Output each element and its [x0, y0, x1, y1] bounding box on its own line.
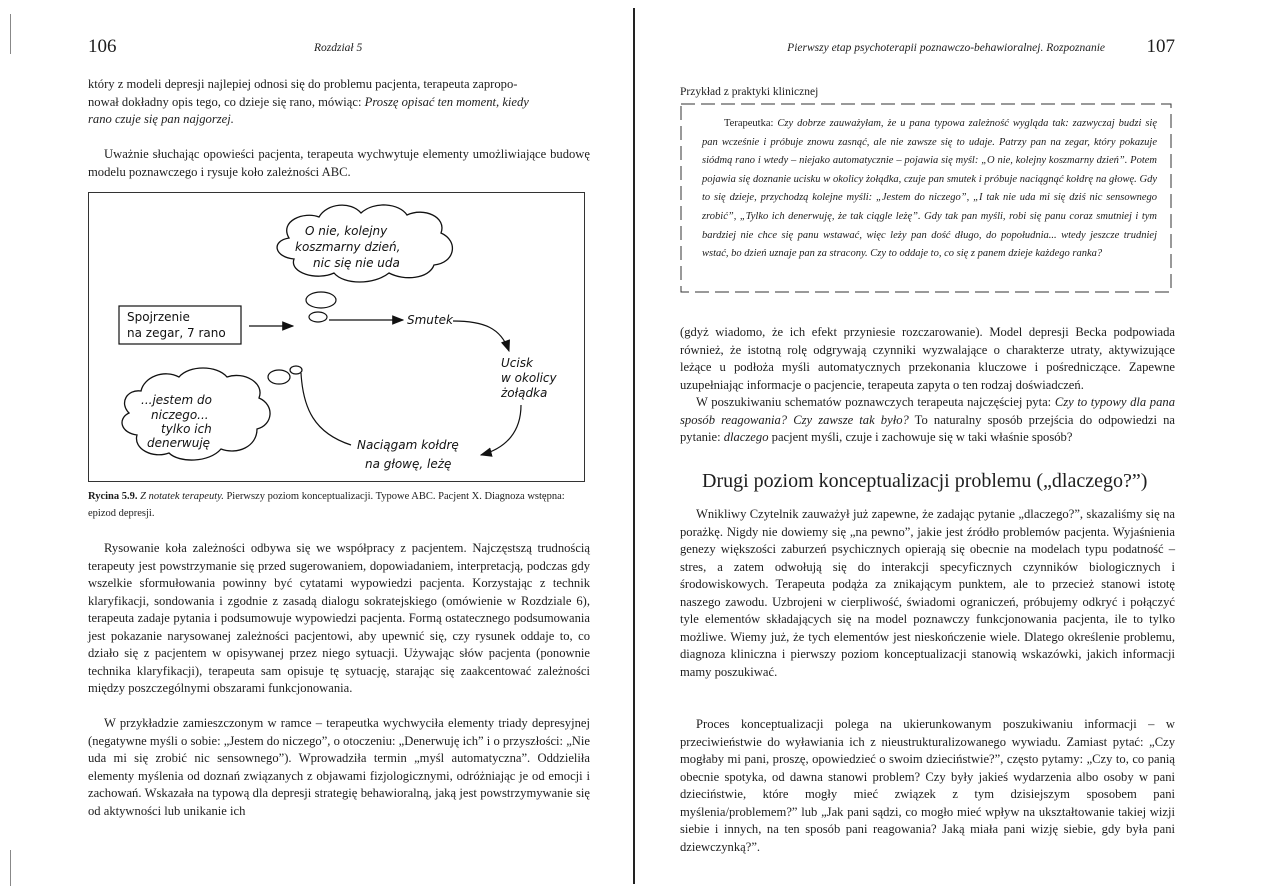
book-spine: [633, 8, 635, 884]
behavior-line-1: Naciągam kołdrę: [357, 438, 459, 452]
page-edge-mark: [10, 850, 11, 886]
thought-top-line-1: O nie, kolejny: [305, 224, 388, 238]
body-sensation-line-2: w okolicy: [501, 371, 557, 385]
page-number: 106: [88, 36, 117, 57]
situation-line-2: na zegar, 7 rano: [127, 326, 226, 340]
behavior-line-2: na głowę, leżę: [365, 457, 452, 471]
thought-left-line-3: tylko ich: [161, 422, 212, 436]
situation-line-1: Spojrzenie: [127, 310, 190, 324]
left-page-header: [88, 36, 590, 60]
text-line: nował dokładny opis tego, co dzieje się rano, mówiąc:: [88, 94, 365, 109]
emotion-label: Smutek: [407, 313, 453, 327]
example-label: Przykład z praktyki klinicznej: [680, 86, 819, 98]
thought-bubble: [268, 370, 290, 384]
thought-left-line-2: niczego...: [151, 408, 209, 422]
arrow: [481, 405, 521, 455]
paragraph: W przykładzie zamieszczonym w ramce – terapeutka wychwyciła elementy triady depresyjnej (negatywne myśli o sobie: „Jestem do niczego”, o otoczeniu: „Denerwuję ich” i o przyszłości: „Nie uda mi się zrobić nic sensownego”). Wprowadziła termin „myśl automatyczna”. Oddzieliła elementy myślenia od doznań związanych z objawami fizjologicznymi, odróżniając je od emocji i zachowań. Wskazała na typową dla depresji strategię behawioralną, jaką jest powstrzymywanie się od aktywności lub unikanie ich: [88, 716, 590, 818]
abc-diagram: [88, 192, 585, 482]
paragraph-intro: [88, 76, 590, 129]
text-run: To naturalny sposób przejścia do odpowiedzi na pytanie:: [680, 412, 1175, 444]
thought-top-line-3: nic się nie uda: [313, 256, 400, 270]
caption-text: Pierwszy poziom konceptualizacji. Typowe ABC. Pacjent X. Diagnoza wstępna: epizod depresji.: [88, 491, 565, 519]
page-number: 107: [1146, 36, 1175, 57]
running-head: Rozdział 5: [314, 42, 363, 54]
thought-bubble: [309, 312, 327, 322]
text-run: W poszukiwaniu schematów poznawczych terapeuta najczęściej pyta:: [696, 395, 1055, 409]
clinical-example-box: [680, 103, 1175, 295]
body-sensation-line-1: Ucisk: [501, 356, 533, 370]
section-heading: Drugi poziom konceptualizacji problemu („dlaczego?”): [702, 470, 1148, 492]
text-run: pacjent myśli, czuje i zachowuje się w taki właśnie sposób?: [768, 430, 1073, 444]
caption-source: Z notatek terapeuty.: [140, 491, 224, 502]
paragraph: (gdyż wiadomo, że ich efekt przyniesie rozczarowanie). Model depresji Becka podpowiada również, że istotną rolę odgrywają czynniki wyzwalające o charakterze utraty, aktywizujące leżące u podłoża myśli automatycznych przekonania kluczowe i pośredniczące. Zapewne uzupełniając informacje o pacjencie, terapeuta zapyta o ten rodzaj doświadczeń.: [680, 325, 1175, 392]
paragraph: [680, 394, 1175, 447]
caption-label: Rycina 5.9.: [88, 491, 138, 502]
example-speaker: Terapeutka:: [724, 118, 778, 129]
diagram-drawing: [89, 193, 586, 483]
body-sensation-line-3: żołądka: [501, 386, 548, 400]
example-text: [702, 115, 1157, 264]
thought-top-line-2: koszmarny dzień,: [295, 240, 401, 254]
quoted-question: Proszę opisać ten moment, kiedy: [364, 94, 529, 109]
running-head: Pierwszy etap psychoterapii poznawczo-behawioralnej. Rozpoznanie: [787, 42, 1105, 54]
text-line: który z modeli depresji najlepiej odnosi się do problemu pacjenta, terapeuta zapropo-: [88, 77, 518, 91]
thought-left-line-1: ...jestem do: [141, 393, 212, 407]
figure-caption: [88, 488, 590, 522]
paragraph: Proces konceptualizacji polega na ukierunkowanym poszukiwaniu informacji – w przeciwieństwie do wyławiania ich z nieustrukturalizowanego wywiadu. Zamiast pytać: „Czy mogłaby mi pani, proszę, opowiedzieć o swoim dzieciństwie?”, często pytamy: „Czy to, co panią obecnie spotyka, od dawna stanowi problem? Czy były jakieś wydarzenia albo osoby w pani dzieciństwie, które mogły mieć związek z tym dzisiejszym sposobem pani myślenia/problemem?” lub „Jak pani sądzi, co mogło mieć wpływ na ukształtowanie takiej wizji siebie i innych, na ten sposób pani reagowania? Jaką miała pani wizję siebie, gdy była pani dziewczynką?”.: [680, 717, 1175, 854]
thought-bubble: [290, 366, 302, 374]
arrow: [453, 321, 509, 351]
paragraph: Wnikliwy Czytelnik zauważył już zapewne, że zadając pytanie „dlaczego?”, skazaliśmy się na porażkę. Nigdy nie dowiemy się „na pewno”, jakie jest źródło problemów pacjenta. Wyjaśnienia genezy większości zaburzeń psychicznych opierają się obecnie na modelach typu podatność – stres, a zatem odwołują się do interakcji specyficznych czynników biologicznych i środowiskowych. Terapeuta podąża za znikającym punktem, ale to przecież stanowi istotę naszego zawodu. Uzbrojeni w cierpliwość, świadomi ograniczeń, próbujemy odkryć i połączyć tyle elementów składających się na model poznawczy funkcjonowania pacjenta, ile to tylko możliwe. Wiemy już, że tych elementów jest nieskończenie wiele. Dlatego określenie problemu, diagnoza kliniczna i pierwszy poziom konceptualizacji stanowią wskazówki, jakich informacji mamy poszukiwać.: [680, 507, 1175, 679]
thought-left-line-4: denerwuję: [147, 436, 211, 450]
right-page-header: [680, 36, 1175, 60]
paragraph: Uważnie słuchając opowieści pacjenta, terapeuta wychwytuje elementy umożliwiające budowę modelu poznawczego i rysuje koło zależności ABC.: [88, 147, 590, 179]
connector-line: [301, 373, 351, 445]
example-dialogue: Czy dobrze zauważyłam, że u pana typowa zależność wygląda tak: zazwyczaj budzi się pan wcześnie i próbuje znowu zasnąć, ale nie zawsze się to udaje. Patrzy pan na zegar, który pokazuje siódmą rano i wtedy – niejako automatycznie – pojawia się myśl: „O nie, kolejny koszmarny dzień”. Potem pojawia się doznanie ucisku w okolicy żołądka, czuje pan smutek i próbuje naciągnąć kołdrę na głowę. Gdy to się dzieje, przychodzą kolejne myśli: „Jestem do niczego”, „I tak nie uda mi się dziś nic sensownego zrobić”, „Tylko ich denerwuję, że tak ciągle leżę”. Gdy tak pan myśli, robi się panu coraz smutniej i tym bardziej nie chce się panu wstawać, więc leży pan dość długo, do popołudnia... wtedy jeszcze trudniej wstać, bo dzień uznaje pan za stracony. Czy to oddaje to, co się z panem dzieje każdego ranka?: [702, 118, 1157, 260]
thought-bubble: [306, 292, 336, 308]
page-edge-mark: [10, 14, 11, 54]
emphasis: dlaczego: [723, 430, 769, 444]
quoted-question: Czy to typowy dla pana sposób reagowania? Czy zawsze tak było?: [680, 395, 1175, 427]
paragraph: Rysowanie koła zależności odbywa się we współpracy z pacjentem. Najczęstszą trudnością terapeuty jest powstrzymanie się przed sugerowaniem, dopowiadaniem, interpretacją, podczas gdy wszelkie sformułowania powinny być cytatami wypowiedzi pacjenta. Korzystając z technik klaryfikacji, sondowania i zgodnie z zasadą dialogu sokratejskiego (omówienie w Rozdziale 6), terapeuta zadaje pytania i podsumowuje wypowiedzi pacjenta. Formą ostatecznego podsumowania jest pokazanie narysowanej zależności pacjentowi, aby upewnić się, czy rysunek oddaje to, co działo się z pacjentem w opisywanej przez niego sytuacji. Używając słów pacjenta (ponownie technika klaryfikacji), terapeuta sam opisuje tę sytuację, starając się zaakcentować zależności między poszczególnymi obszarami funkcjonowania.: [88, 541, 590, 695]
quoted-question-end: rano czuje się pan najgorzej.: [88, 112, 234, 126]
